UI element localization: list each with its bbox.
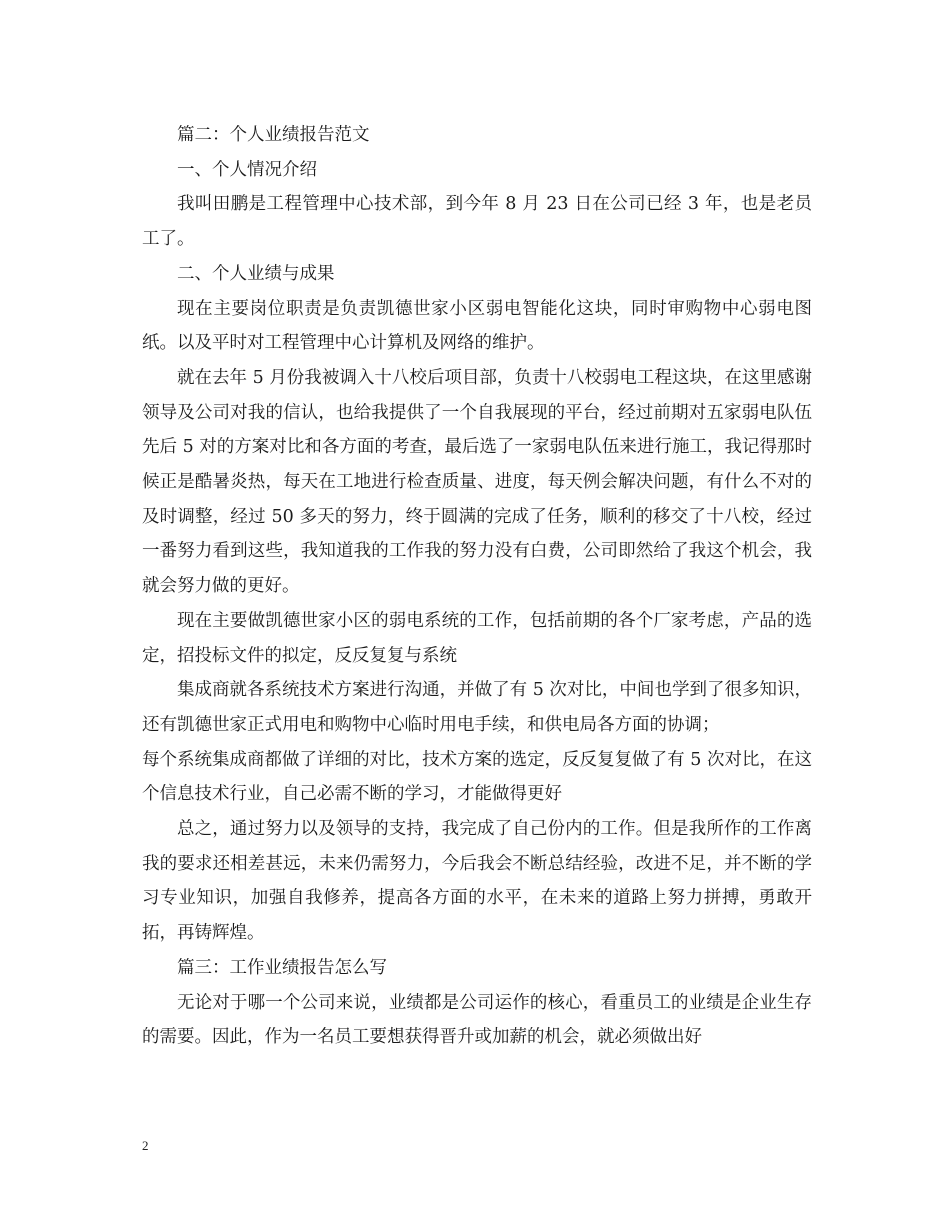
section-heading-3: 篇三：工作业绩报告怎么写 <box>177 957 387 978</box>
paragraph: 就在去年 5 月份我被调入十八校后项目部，负责十八校弱电工程这块，在这里感谢领导及公司对我的信认，也给我提供了一个自我展现的平台，经过前期对五家弱电队伍先后 5 对的方案对比和各方面的考查，最后选了一家弱电队伍来进行施工，我记得那时候正是酷暑炎热，每天在工地进行检查质量、进度，每天例会解决问题，有什么不对的及时调整，经过 50 多天的努力，终于圆满的完成了任务，顺利的移交了十八校，经过一番努力看到这些，我知道我的工作我的努力没有白费，公司即然给了我这个机会，我就会努力做的更好。 <box>142 367 812 597</box>
page-number: 2 <box>142 1138 149 1153</box>
paragraph: 无论对于哪一个公司来说，业绩都是公司运作的核心，看重员工的业绩是企业生存的需要。因此，作为一名员工要想获得晋升或加薪的机会，就必须做出好 <box>142 992 812 1048</box>
paragraph: 每个系统集成商都做了详细的对比，技术方案的选定，反反复复做了有 5 次对比，在这个信息技术行业，自己必需不断的学习，才能做得更好 <box>142 749 812 805</box>
paragraph: 集成商就各系统技术方案进行沟通，并做了有 5 次对比，中间也学到了很多知识，还有凯德世家正式用电和购物中心临时用电手续，和供电局各方面的协调； <box>142 680 812 735</box>
paragraph: 现在主要岗位职责是负责凯德世家小区弱电智能化这块，同时审购物中心弱电图纸。以及平时对工程管理中心计算机及网络的维护。 <box>142 298 812 354</box>
paragraph: 总之，通过努力以及领导的支持，我完成了自己份内的工作。但是我所作的工作离我的要求还相差甚远，未来仍需努力，今后我会不断总结经验，改进不足，并不断的学习专业知识，加强自我修养，提高各方面的水平，在未来的道路上努力拼搏，勇敢开拓，再铸辉煌。 <box>142 819 812 944</box>
paragraph: 我叫田鹏是工程管理中心技术部，到今年 8 月 23 日在公司已经 3 年，也是老员工了。 <box>142 194 812 250</box>
subheading-personal-intro: 一、个人情况介绍 <box>177 159 317 180</box>
subheading-achievements: 二、个人业绩与成果 <box>177 263 335 284</box>
section-heading-2: 篇二：个人业绩报告范文 <box>177 125 370 145</box>
paragraph: 现在主要做凯德世家小区的弱电系统的工作，包括前期的各个厂家考虑，产品的选定，招投标文件的拟定，反反复复与系统 <box>142 610 812 666</box>
document-body <box>142 118 812 1055</box>
